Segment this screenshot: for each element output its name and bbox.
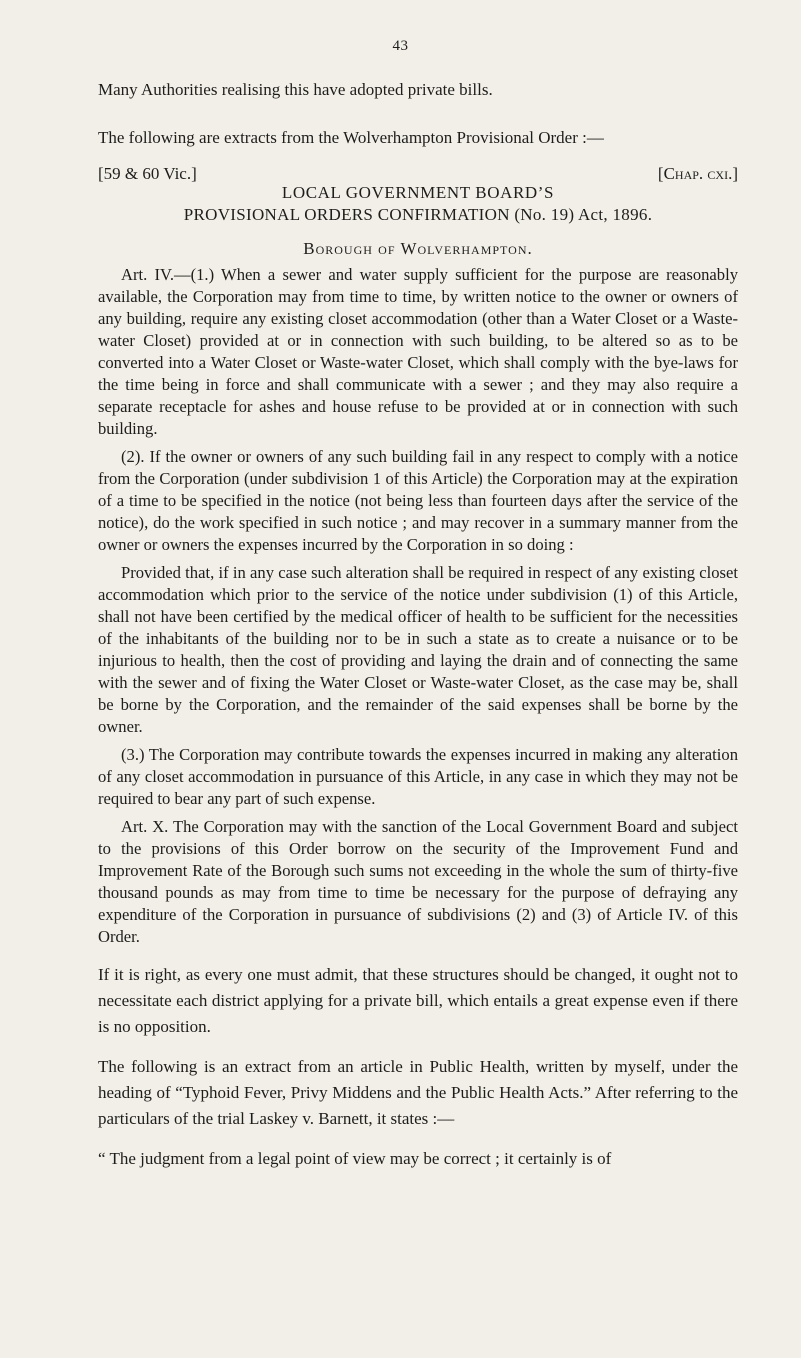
commentary-paragraph-1: If it is right, as every one must admit, that these structures should be changed, it ought not to necessitate each district applying for a private bill, which entails a great expense even if there is no opposition.: [98, 965, 738, 1037]
commentary-paragraph-2: The following is an extract from an article in Public Health, written by myself, under the heading of “Typhoid Fever, Privy Middens and the Public Health Acts.” After referring to the particulars of the trial Laskey v. Barnett, it states :—: [98, 1057, 738, 1129]
act-title-line-2: PROVISIONAL ORDERS CONFIRMATION (No. 19) Act, 1896.: [183, 204, 653, 224]
commentary-quote-start: “ The judgment from a legal point of view may be correct ; it certainly is of: [98, 1149, 612, 1169]
intro-line-1: Many Authorities realising this have adopted private bills.: [98, 80, 493, 99]
borough-heading: Borough of Wolverhampton.: [303, 239, 533, 259]
article-4-subdivision-1: Art. IV.—(1.) When a sewer and water supply sufficient for the purpose are reasonably available, the Corporation may from time to time, by written notice to the owner or owners of any building, require any existing closet accommodation (other than a Water Closet or a Waste-water Closet) provided at or in connection with such building, to be altered so as to be converted into a Water Closet or Waste-water Closet, which shall comply with the bye-laws for the time being in force and shall communicate with a sewer ; and they may also require a separate receptacle for ashes and house refuse to be provided at or in connection with such building.: [98, 265, 738, 439]
article-4-proviso: Provided that, if in any case such alteration shall be required in respect of any existing closet accommodation which prior to the service of the notice under subdivision (1) of this Article, shall not have been certified by the medical officer of health to be sufficient for the necessities of the inhabitants of the building nor to be in such a state as to create a nuisance or to be injurious to health, then the cost of providing and laying the drain and of connecting the same with the sewer and of fixing the Water Closet or Waste-water Closet, as the case may be, shall be borne by the Corporation, and the remainder of the said expenses shall be borne by the owner.: [98, 563, 738, 737]
article-4-subdivision-2: (2). If the owner or owners of any such building fail in any respect to comply with a notice from the Corporation (under subdivision 1 of this Article) the Corporation may at the expiration of a time to be specified in the notice (not being less than fourteen days after the service of the notice), do the work specified in such notice ; and may recover in a summary manner from the owner or owners the expenses incurred by the Corporation in so doing :: [98, 447, 738, 555]
act-reference-left: [59 & 60 Vic.]: [98, 164, 197, 184]
act-title-line-1: LOCAL GOVERNMENT BOARD’S: [281, 182, 555, 202]
article-10: Art. X. The Corporation may with the sanction of the Local Government Board and subject to the provisions of this Order borrow on the security of the Improvement Fund and Improvement Rate of the Borough such sums not exceeding in the whole the sum of thirty-five thousand pounds as may from time to time be necessary for the purpose of defraying any expenditure of the Corporation in pursuance of subdivisions (2) and (3) of Article IV. of this Order.: [98, 817, 738, 947]
page-number: 43: [392, 38, 409, 54]
article-4-subdivision-3: (3.) The Corporation may contribute towards the expenses incurred in making any alteration of any closet accommodation in pursuance of this Article, in any case in which they may not be required to bear any part of such expense.: [98, 745, 738, 809]
page-content: [98, 79, 738, 1172]
intro-line-2: The following are extracts from the Wolverhampton Provisional Order :—: [98, 128, 604, 148]
act-reference-right: [Chap. cxi.]: [657, 164, 738, 184]
